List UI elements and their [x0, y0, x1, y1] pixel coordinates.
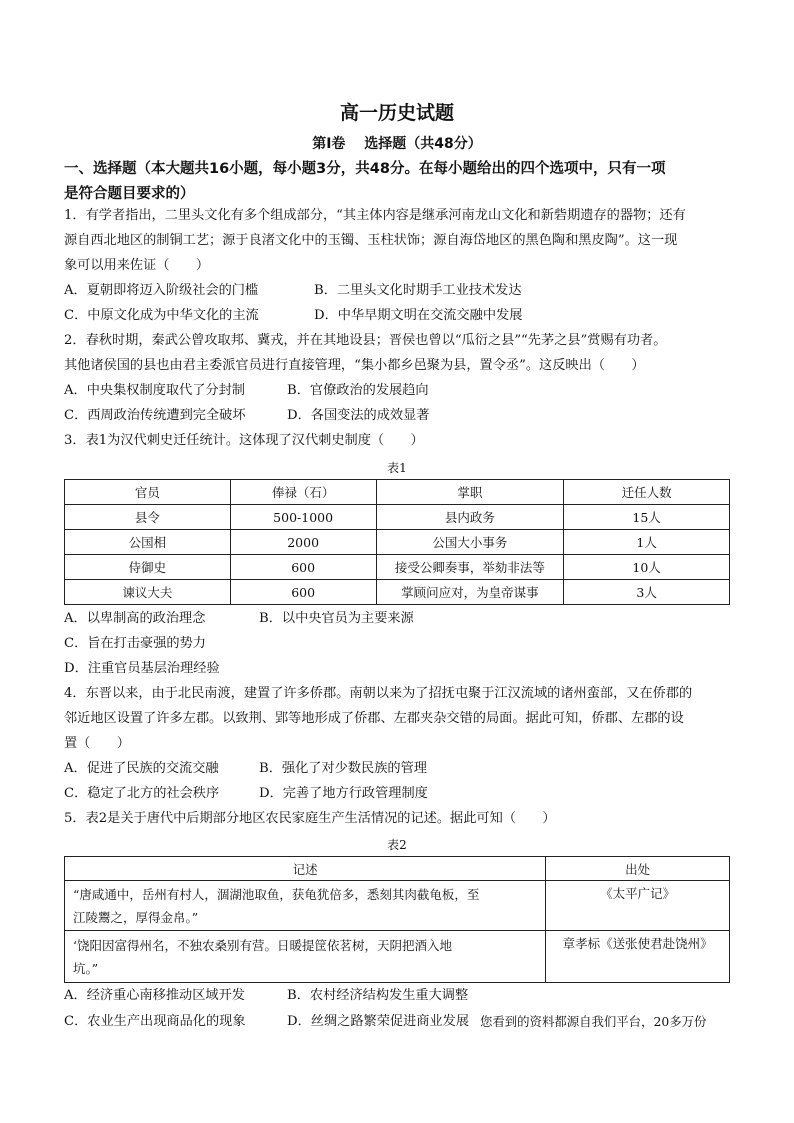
- q4-stem-line2: 邻近地区设置了许多左郡。以致荆、郢等地形成了侨郡、左郡夹杂交错的局面。据此可知，侨郡、左郡的设: [64, 711, 684, 726]
- table1-cell: 侍御史: [65, 555, 231, 580]
- q4-option-d: D．完善了地方行政管理制度: [259, 786, 428, 801]
- table2-header-row: [65, 857, 730, 881]
- table2-row1-text-line2: 江陵鬻之，厚得金帛。”: [73, 909, 199, 925]
- q4-stem-line3: 置（ ）: [64, 736, 130, 751]
- q1-option-d: D．中华早期文明在交流交融中发展: [314, 308, 523, 323]
- table1-row: [65, 505, 730, 530]
- table2-row2-text-line2: 坑。”: [73, 960, 99, 976]
- section-instructions-line2: 是符合题目要求的）: [64, 186, 195, 202]
- q4-option-a: A．促进了民族的交流交融: [64, 761, 219, 776]
- table1-cell: 县令: [65, 505, 231, 530]
- table2-cell: [65, 881, 546, 931]
- q2-stem-line2: 其他诸侯国的县也由君主委派官员进行直接管理，“集小都乡邑聚为县，置令丞”。这反映出（ ）: [64, 358, 645, 373]
- table1-cell: 县内政务: [376, 505, 564, 530]
- table1-caption: 表1: [387, 461, 407, 475]
- table2-header-cell: 出处: [546, 857, 730, 881]
- q4-option-c: C．稳定了北方的社会秩序: [64, 786, 220, 801]
- exam-title: 高一历史试题: [339, 102, 454, 124]
- table2-caption: 表2: [387, 838, 407, 852]
- table1-cell: 3人: [564, 580, 730, 605]
- table1-cell: 谏议大夫: [65, 580, 231, 605]
- table1-cell: 公国相: [65, 530, 231, 555]
- table1-row: [65, 555, 730, 580]
- q2-option-d: D．各国变法的成效显著: [287, 408, 430, 423]
- section-instructions: [64, 157, 734, 207]
- table2-cell: 《太平广记》: [546, 881, 730, 931]
- table1: [64, 479, 730, 605]
- q5-option-b: B．农村经济结构发生重大调整: [287, 988, 469, 1003]
- table1-cell: 600: [230, 555, 376, 580]
- q2-option-b: B．官僚政治的发展趋向: [287, 383, 429, 398]
- table1-row: [65, 580, 730, 605]
- table1-cell: 接受公卿奏事，举劾非法等: [376, 555, 564, 580]
- q3-option-a: A．以卑制高的政治理念: [64, 611, 206, 626]
- q1-stem-line1: 1．有学者指出，二里头文化有多个组成部分，“其主体内容是继承河南龙山文化和新砦期遗存的器物；还有: [64, 208, 686, 223]
- table1-cell: 掌顾问应对，为皇帝谋事: [376, 580, 564, 605]
- q3-option-b: B．以中央官员为主要来源: [259, 611, 414, 626]
- table2-row2-text-line1: ‘饶阳因富得州名，不独农桑别有营。日暖提筐依茗树，天阴把酒入地: [73, 937, 452, 953]
- q5-stem-line1: 5．表2是关于唐代中后期部分地区农民家庭生产生活情况的记述。据此可知（ ）: [64, 811, 556, 826]
- table2-cell: 章孝标《送张使君赴饶州》: [546, 931, 730, 983]
- table1-cell: 15人: [564, 505, 730, 530]
- q1-stem-line3: 象可以用来佐证（ ）: [64, 258, 210, 273]
- q3-stem-line1: 3．表1为汉代刺史迁任统计。这体现了汉代刺史制度（ ）: [64, 433, 424, 448]
- table1-cell: 公国大小事务: [376, 530, 564, 555]
- table1-header-cell: 迁任人数: [564, 480, 730, 505]
- q1-option-a: A．夏朝即将迈入阶级社会的门槛: [64, 283, 259, 298]
- q5-option-a: A．经济重心南移推动区域开发: [64, 988, 245, 1003]
- table1-header-cell: 官员: [65, 480, 231, 505]
- q2-option-c: C．西周政治传统遭到完全破坏: [64, 408, 246, 423]
- trailing-ad-text: 您看到的资料都源自我们平台，20多万份: [480, 1014, 707, 1029]
- q4-option-b: B．强化了对少数民族的管理: [259, 761, 427, 776]
- table2-row1-text-line1: “唐咸通中，岳州有村人，涸湖池取鱼，获龟犹倍多，悉刻其肉截龟板，至: [73, 886, 480, 902]
- q2-stem-line1: 2．春秋时期，秦武公曾攻取邦、冀戎，并在其地设县；晋侯也曾以“瓜衍之县”“先茅之县”赏赐有功者。: [64, 333, 667, 348]
- q1-option-c: C．中原文化成为中华文化的主流: [64, 308, 259, 323]
- table1-row: [65, 530, 730, 555]
- q3-option-d: D．注重官员基层治理经验: [64, 661, 220, 676]
- q4-stem-line1: 4．东晋以来，由于北民南渡，建置了许多侨郡。南朝以来为了招抚屯聚于江汉流域的诸州蛮部，又在侨郡的: [64, 686, 693, 701]
- table1-header-cell: 掌职: [376, 480, 564, 505]
- q1-stem-line2: 源自西北地区的制铜工艺；源于良渚文化中的玉镯、玉柱状饰；源自海岱地区的黑色陶和黑皮陶”。这一现: [64, 233, 678, 248]
- section-subtitle: 第Ⅰ卷 选择题（共48分）: [312, 136, 482, 152]
- q2-option-a: A．中央集权制度取代了分封制: [64, 383, 245, 398]
- table2-row: [65, 931, 730, 983]
- q3-option-c: C．旨在打击豪强的势力: [64, 636, 206, 651]
- table1-cell: 10人: [564, 555, 730, 580]
- table1-cell: 500-1000: [230, 505, 376, 530]
- table1-cell: 1人: [564, 530, 730, 555]
- table2-cell: [65, 931, 546, 983]
- table2-header-cell: 记述: [65, 857, 546, 881]
- table1-header-row: [65, 480, 730, 505]
- table1-cell: 2000: [230, 530, 376, 555]
- section-instructions-line1: 一、选择题（本大题共16小题，每小题3分，共48分。在每小题给出的四个选项中，只有一项: [64, 161, 666, 177]
- q1-option-b: B．二里头文化时期手工业技术发达: [314, 283, 522, 298]
- table1-header-cell: 俸禄（石）: [230, 480, 376, 505]
- q5-option-c: C．农业生产出现商品化的现象: [64, 1014, 246, 1029]
- q5-option-d: D．丝绸之路繁荣促进商业发展: [287, 1014, 470, 1029]
- table2-row: [65, 881, 730, 931]
- table1-cell: 600: [230, 580, 376, 605]
- table2: [64, 856, 730, 983]
